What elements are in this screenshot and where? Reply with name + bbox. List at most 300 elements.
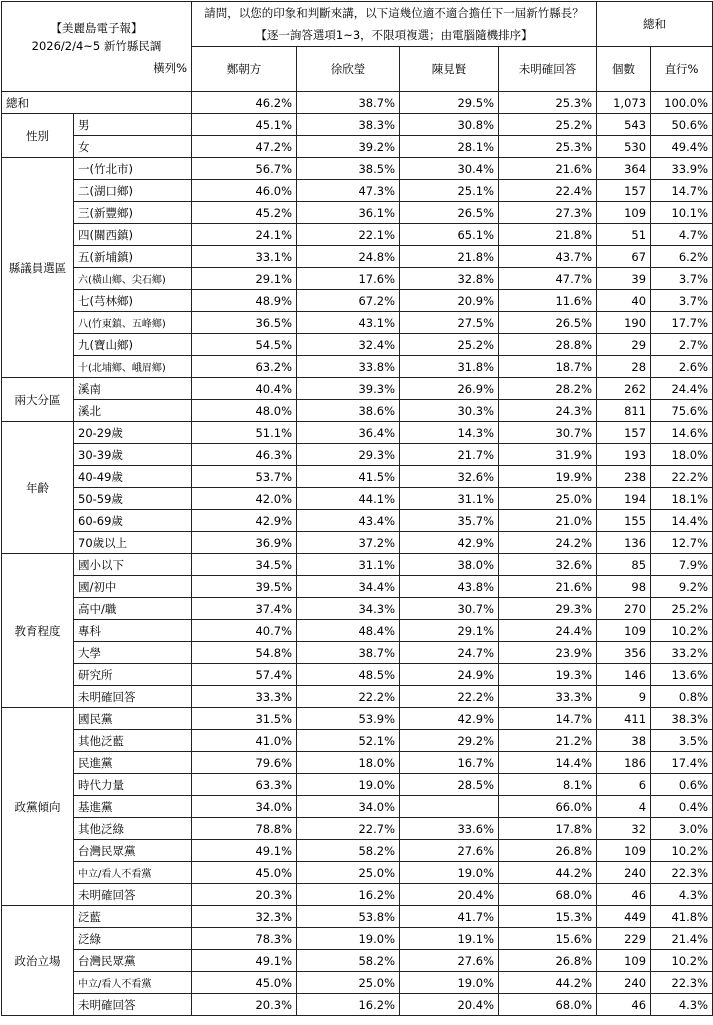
cell: 8.1% [499,774,597,796]
cell: 41.5% [297,466,400,488]
row-label: 20-29歲 [74,422,192,444]
table-row [2,796,713,818]
cell: 4.3% [651,884,713,906]
cell: 25.0% [499,488,597,510]
cell: 25.1% [400,180,499,202]
table-row [2,752,713,774]
row-label: 未明確回答 [74,994,192,1016]
cell: 24.1% [192,224,297,246]
cell: 411 [597,708,651,730]
cell: 34.3% [297,598,400,620]
cell: 14.6% [651,422,713,444]
cell: 31.5% [192,708,297,730]
cell: 47.2% [192,136,297,158]
cell: 34.0% [297,796,400,818]
cell: 19.9% [499,466,597,488]
cell: 43.1% [297,312,400,334]
table-row [2,576,713,598]
cell: 85 [597,554,651,576]
row-label: 30-39歲 [74,444,192,466]
cell: 43.8% [400,576,499,598]
table-row [2,356,713,378]
cell: 21.6% [499,158,597,180]
row-label: 國/初中 [74,576,192,598]
cell: 229 [597,928,651,950]
cell: 36.9% [192,532,297,554]
cell: 50.6% [651,114,713,136]
cell: 54.8% [192,642,297,664]
cell: 44.2% [499,972,597,994]
cell: 238 [597,466,651,488]
cell: 16.2% [297,884,400,906]
cell: 37.2% [297,532,400,554]
cell: 23.9% [499,642,597,664]
cell: 31.8% [400,356,499,378]
cell: 44.2% [499,862,597,884]
total-header: 總和 [597,2,713,47]
table-row [2,290,713,312]
table-title [2,2,192,92]
row-label: 50-59歲 [74,488,192,510]
cell: 27.6% [400,950,499,972]
cell: 25.0% [297,862,400,884]
cell: 20.4% [400,884,499,906]
row-label: 溪北 [74,400,192,422]
cell: 136 [597,532,651,554]
cell: 6 [597,774,651,796]
cell: 3.5% [651,730,713,752]
group-label: 年齡 [2,422,74,554]
cell: 100.0% [651,92,713,114]
cell: 39 [597,268,651,290]
table-row [2,466,713,488]
row-label: 九(寶山鄉) [74,334,192,356]
cell: 22.7% [297,818,400,840]
table-row [2,906,713,928]
cell: 38.7% [297,642,400,664]
row-label: 女 [74,136,192,158]
cell: 20.3% [192,994,297,1016]
cell: 49.4% [651,136,713,158]
cell: 24.3% [499,400,597,422]
cell: 32.6% [499,554,597,576]
cell: 45.0% [192,862,297,884]
cell: 14.7% [499,708,597,730]
cell: 67.2% [297,290,400,312]
cell: 19.0% [297,774,400,796]
cell: 22.2% [297,686,400,708]
cell: 21.8% [400,246,499,268]
cell: 186 [597,752,651,774]
cell: 30.7% [499,422,597,444]
overall-label: 總和 [2,92,192,114]
cell: 25.3% [499,92,597,114]
cell: 45.0% [192,972,297,994]
cell: 18.7% [499,356,597,378]
cell: 26.5% [400,202,499,224]
table-row [2,510,713,532]
cell: 46 [597,994,651,1016]
cell: 109 [597,840,651,862]
table-row [2,444,713,466]
cell: 78.8% [192,818,297,840]
cell: 0.6% [651,774,713,796]
cell: 24.7% [400,642,499,664]
cell: 270 [597,598,651,620]
cell: 1,073 [597,92,651,114]
cell: 24.9% [400,664,499,686]
row-label: 高中/職 [74,598,192,620]
row-label: 其他泛藍 [74,730,192,752]
table-row [2,268,713,290]
table-row [2,224,713,246]
table-row [2,620,713,642]
table-row [2,598,713,620]
row-label: 三(新豐鄉) [74,202,192,224]
cell: 63.2% [192,356,297,378]
cell: 47.7% [499,268,597,290]
row-label: 基進黨 [74,796,192,818]
table-row [2,642,713,664]
cell: 21.8% [499,224,597,246]
row-label: 男 [74,114,192,136]
cell: 20.9% [400,290,499,312]
cell: 155 [597,510,651,532]
cell: 36.1% [297,202,400,224]
cell: 34.5% [192,554,297,576]
cell: 194 [597,488,651,510]
cell: 18.0% [297,752,400,774]
cell: 57.4% [192,664,297,686]
cell: 24.8% [297,246,400,268]
table-row [2,950,713,972]
row-label: 60-69歲 [74,510,192,532]
cell: 51.1% [192,422,297,444]
cell: 33.6% [400,818,499,840]
cell: 29.1% [192,268,297,290]
cell: 10.2% [651,620,713,642]
row-label: 台灣民眾黨 [74,950,192,972]
row-label: 二(湖口鄉) [74,180,192,202]
col-header-undecided: 未明確回答 [499,47,597,92]
table-row [2,136,713,158]
cell: 38.6% [297,400,400,422]
cell: 30.8% [400,114,499,136]
cell: 2.6% [651,356,713,378]
cell: 52.1% [297,730,400,752]
cell: 17.4% [651,752,713,774]
cell: 22.3% [651,862,713,884]
table-row [2,774,713,796]
cell: 37.4% [192,598,297,620]
row-label: 未明確回答 [74,686,192,708]
row-label: 六(橫山鄉、尖石鄉) [74,268,192,290]
cell: 48.4% [297,620,400,642]
cell: 32.3% [192,906,297,928]
cell: 29.5% [400,92,499,114]
table-row [2,730,713,752]
cell: 157 [597,180,651,202]
cell: 28.2% [499,378,597,400]
cell: 38.3% [651,708,713,730]
table-row [2,400,713,422]
cell: 24.4% [499,620,597,642]
cell: 41.0% [192,730,297,752]
row-label: 溪南 [74,378,192,400]
cell: 29.2% [400,730,499,752]
cell: 109 [597,950,651,972]
cell: 66.0% [499,796,597,818]
cell: 21.7% [400,444,499,466]
cell: 46.2% [192,92,297,114]
cell: 25.2% [651,598,713,620]
cell: 26.8% [499,950,597,972]
cell: 31.9% [499,444,597,466]
cell: 31.1% [297,554,400,576]
table-row [2,554,713,576]
cell: 27.3% [499,202,597,224]
cell: 41.7% [400,906,499,928]
cell: 56.7% [192,158,297,180]
cell: 22.2% [400,686,499,708]
cell: 25.0% [297,972,400,994]
cell: 48.5% [297,664,400,686]
cell: 25.2% [499,114,597,136]
table-row [2,664,713,686]
cell: 22.4% [499,180,597,202]
cell: 36.5% [192,312,297,334]
cell: 30.4% [400,158,499,180]
cell: 28.1% [400,136,499,158]
cell: 21.2% [499,730,597,752]
cell: 240 [597,972,651,994]
row-label: 四(關西鎮) [74,224,192,246]
cell: 9.2% [651,576,713,598]
cell: 33.9% [651,158,713,180]
cell: 29.3% [297,444,400,466]
cell: 32 [597,818,651,840]
cell: 29.3% [499,598,597,620]
cell: 28.5% [400,774,499,796]
cell: 27.5% [400,312,499,334]
poll-table [1,1,713,1016]
cell: 44.1% [297,488,400,510]
table-row [2,994,713,1016]
cell: 35.7% [400,510,499,532]
cell: 78.3% [192,928,297,950]
group-label: 兩大分區 [2,378,74,422]
row-label: 專科 [74,620,192,642]
cell: 19.1% [400,928,499,950]
cell: 29 [597,334,651,356]
table-row [2,114,713,136]
cell: 32.4% [297,334,400,356]
table-row [2,180,713,202]
cell: 38.0% [400,554,499,576]
table-row [2,884,713,906]
row-label: 民進黨 [74,752,192,774]
cell: 30.7% [400,598,499,620]
cell: 19.3% [499,664,597,686]
cell: 146 [597,664,651,686]
cell: 42.9% [400,532,499,554]
row-label: 台灣民眾黨 [74,840,192,862]
table-row [2,202,713,224]
cell: 19.0% [400,972,499,994]
cell: 190 [597,312,651,334]
table-row [2,686,713,708]
row-label: 七(芎林鄉) [74,290,192,312]
cell: 40.4% [192,378,297,400]
cell: 39.2% [297,136,400,158]
cell: 42.9% [192,510,297,532]
row-label: 未明確回答 [74,884,192,906]
cell: 530 [597,136,651,158]
row-label: 時代力量 [74,774,192,796]
cell: 24.4% [651,378,713,400]
cell: 46.0% [192,180,297,202]
cell: 364 [597,158,651,180]
cell: 543 [597,114,651,136]
row-label: 十(北埔鄉、峨眉鄉) [74,356,192,378]
cell: 58.2% [297,840,400,862]
cell: 262 [597,378,651,400]
row-label: 70歲以上 [74,532,192,554]
cell: 19.0% [297,928,400,950]
cell: 240 [597,862,651,884]
cell: 14.7% [651,180,713,202]
cell: 45.1% [192,114,297,136]
cell: 40 [597,290,651,312]
row-label: 大學 [74,642,192,664]
cell: 157 [597,422,651,444]
cell: 27.6% [400,840,499,862]
table-row [2,378,713,400]
row-label: 八(竹東鎮、五峰鄉) [74,312,192,334]
cell: 3.7% [651,268,713,290]
cell: 79.6% [192,752,297,774]
cell: 18.0% [651,444,713,466]
cell: 22.1% [297,224,400,246]
cell: 29.1% [400,620,499,642]
cell: 193 [597,444,651,466]
cell: 20.3% [192,884,297,906]
cell: 41.8% [651,906,713,928]
cell [400,796,499,818]
cell: 12.7% [651,532,713,554]
cell: 4 [597,796,651,818]
group-label: 教育程度 [2,554,74,708]
cell: 109 [597,202,651,224]
table-row [2,818,713,840]
group-label: 性別 [2,114,74,158]
cell: 68.0% [499,884,597,906]
table-row [2,928,713,950]
group-label: 政治立場 [2,906,74,1016]
cell: 10.2% [651,950,713,972]
cell: 6.2% [651,246,713,268]
cell: 32.6% [400,466,499,488]
cell: 98 [597,576,651,598]
cell: 39.3% [297,378,400,400]
cell: 43.4% [297,510,400,532]
cell: 53.7% [192,466,297,488]
cell: 19.0% [400,862,499,884]
cell: 54.5% [192,334,297,356]
cell: 38.7% [297,92,400,114]
cell: 58.2% [297,950,400,972]
cell: 33.3% [192,686,297,708]
row-label: 40-49歲 [74,466,192,488]
cell: 33.2% [651,642,713,664]
cell: 0.4% [651,796,713,818]
cell: 46.3% [192,444,297,466]
cell: 49.1% [192,840,297,862]
cell: 53.9% [297,708,400,730]
cell: 21.0% [499,510,597,532]
cell: 21.4% [651,928,713,950]
cell: 3.7% [651,290,713,312]
row-label: 研究所 [74,664,192,686]
cell: 109 [597,620,651,642]
cell: 17.6% [297,268,400,290]
cell: 17.7% [651,312,713,334]
cell: 13.6% [651,664,713,686]
cell: 75.6% [651,400,713,422]
cell: 43.7% [499,246,597,268]
table-row [2,840,713,862]
cell: 42.9% [400,708,499,730]
cell: 47.3% [297,180,400,202]
cell: 2.7% [651,334,713,356]
cell: 14.4% [499,752,597,774]
table-row [2,312,713,334]
cell: 38.5% [297,158,400,180]
cell: 67 [597,246,651,268]
cell: 68.0% [499,994,597,1016]
row-label: 其他泛綠 [74,818,192,840]
cell: 33.3% [499,686,597,708]
cell: 22.3% [651,972,713,994]
cell: 42.0% [192,488,297,510]
row-label: 中立/看人不看黨 [74,862,192,884]
row-label: 中立/看人不看黨 [74,972,192,994]
cell: 16.7% [400,752,499,774]
cell: 18.1% [651,488,713,510]
table-row [2,246,713,268]
group-label: 政黨傾向 [2,708,74,906]
row-percent-label: 橫列% [153,60,188,75]
title-line-1: 【美麗島電子報】 [50,20,143,35]
row-label: 國小以下 [74,554,192,576]
cell: 811 [597,400,651,422]
cell: 7.9% [651,554,713,576]
row-label: 國民黨 [74,708,192,730]
cell: 26.9% [400,378,499,400]
cell: 45.2% [192,202,297,224]
cell: 26.5% [499,312,597,334]
cell: 34.4% [297,576,400,598]
cell: 33.1% [192,246,297,268]
cell: 28.8% [499,334,597,356]
question-text: 請問，以您的印象和判斷來講，以下這幾位適不適合擔任下一屆新竹縣長？【逐一詢答選項1~3，不限項複選；由電腦隨機排序】 [192,2,597,47]
cell: 40.7% [192,620,297,642]
cell: 3.0% [651,818,713,840]
cell: 38 [597,730,651,752]
cell: 49.1% [192,950,297,972]
cell: 63.3% [192,774,297,796]
cell: 34.0% [192,796,297,818]
